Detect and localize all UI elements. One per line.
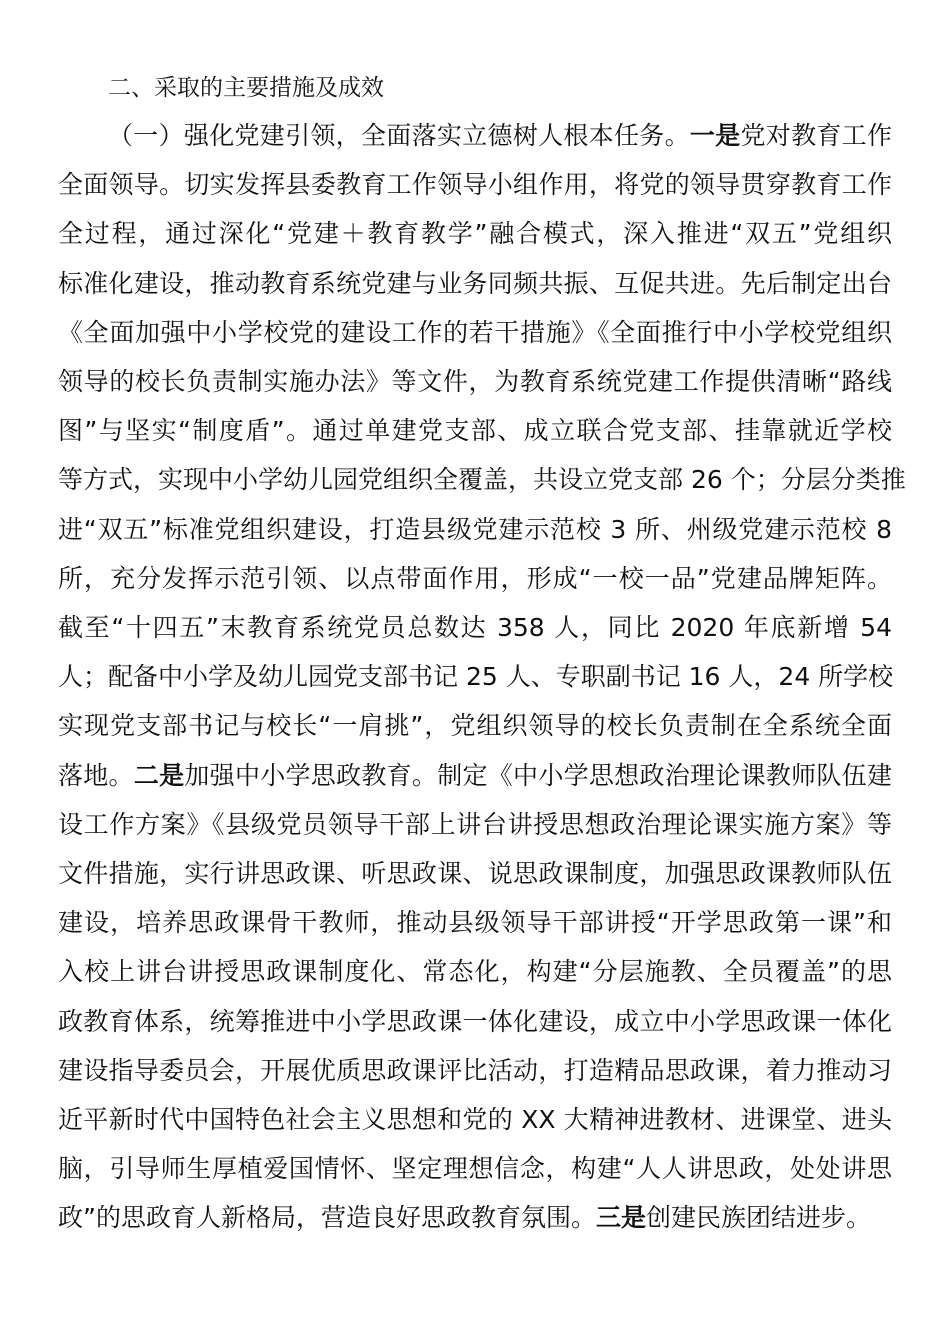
paragraph-line: [58, 1198, 892, 1238]
text-run: 创建民族团结进步。: [645, 1203, 871, 1233]
text-run: 《全面加强中小学校党的建设工作的若干措施》《全面推行中小学校党组织: [58, 317, 892, 347]
paragraph-line: [58, 756, 892, 796]
text-run: 文件措施，实行讲思政课、听思政课、说思政课制度，加强思政课教师队伍: [58, 859, 892, 888]
text-run: 落地。: [58, 760, 134, 790]
paragraph-line: [58, 411, 892, 451]
text-run: 加强中小学思政教育。制定《中小学思想政治理论课教师队伍建: [184, 760, 892, 790]
bold-marker: 二是: [133, 760, 185, 790]
paragraph-line: [58, 1002, 892, 1042]
text-run: 等方式，实现中小学幼儿园党组织全覆盖，共设立党支部 26 个；分层分类推: [58, 465, 906, 495]
paragraph-line: [58, 1149, 892, 1189]
text-run: 进“双五”标准党组织建设，打造县级党建示范校 3 所、州级党建示范校 8: [58, 514, 892, 544]
paragraph-line: [58, 952, 892, 992]
paragraph-line: [58, 903, 892, 943]
paragraph-line: [58, 214, 892, 254]
paragraph-line: [58, 608, 892, 648]
text-run: 脑，引导师生厚植爱国情怀、坚定理想信念，构建“人人讲思政，处处讲思: [58, 1154, 892, 1184]
bold-marker: 一是: [689, 121, 741, 150]
section-heading: 二、采取的主要措施及成效: [108, 75, 384, 101]
text-run: 全过程，通过深化“党建＋教育教学”融合模式，深入推进“双五”党组织: [58, 219, 892, 249]
paragraph-line: [108, 116, 892, 156]
paragraph-line: [58, 854, 892, 894]
paragraph-line: [58, 313, 892, 353]
paragraph-line: [58, 362, 892, 402]
text-run: 建设指导委员会，开展优质思政课评比活动，打造精品思政课，着力推动习: [58, 1055, 892, 1085]
text-run: 党对教育工作: [740, 121, 892, 150]
text-run: 截至“十四五”末教育系统党员总数达 358 人，同比 2020 年底新增 54: [58, 613, 892, 642]
text-run: 近平新时代中国特色社会主义思想和党的 XX 大精神进教材、进课堂、进头: [58, 1105, 892, 1134]
text-run: 人；配备中小学及幼儿园党支部书记 25 人、专职副书记 16 人，24 所学校: [58, 662, 894, 692]
bold-marker: 三是: [595, 1203, 646, 1233]
text-run: 标准化建设，推动教育系统党建与业务同频共振、互促共进。先后制定出台: [58, 268, 892, 298]
text-run: 政教育体系，统筹推进中小学思政课一体化建设，成立中小学思政课一体化: [58, 1006, 892, 1036]
text-run: 实现党支部书记与校长“一肩挑”，党组织领导的校长负责制在全系统全面: [58, 711, 892, 741]
paragraph-line: [58, 510, 892, 550]
text-run: 建设，培养思政课骨干教师，推动县级领导干部讲授“开学思政第一课”和: [58, 908, 892, 938]
text-run: 全面领导。切实发挥县委教育工作领导小组作用，将党的领导贯穿教育工作: [58, 170, 892, 200]
text-run: 政”的思政育人新格局，营造良好思政教育氛围。: [58, 1203, 596, 1233]
paragraph-line: [58, 264, 892, 304]
paragraph-line: [58, 706, 892, 746]
text-run: 图”与坚实“制度盾”。通过单建党支部、成立联合党支部、挂靠就近学校: [58, 416, 892, 446]
paragraph-line: [58, 460, 906, 500]
paragraph-line: [58, 1051, 892, 1091]
paragraph-line: [58, 165, 892, 205]
paragraph-line: [58, 1100, 892, 1140]
paragraph-line: [58, 657, 892, 697]
text-run: 所，充分发挥示范引领、以点带面作用，形成“一校一品”党建品牌矩阵。: [58, 563, 892, 593]
paragraph-line: [58, 559, 892, 599]
text-run: 领导的校长负责制实施办法》等文件，为教育系统党建工作提供清晰“路线: [58, 367, 892, 396]
paragraph-line: [58, 805, 892, 845]
text-run: 设工作方案》《县级党员领导干部上讲台讲授思想政治理论课实施方案》等: [58, 809, 892, 839]
text-run: （一）强化党建引领，全面落实立德树人根本任务。: [108, 121, 690, 150]
text-run: 入校上讲台讲授思政课制度化、常态化，构建“分层施教、全员覆盖”的思: [58, 957, 892, 987]
